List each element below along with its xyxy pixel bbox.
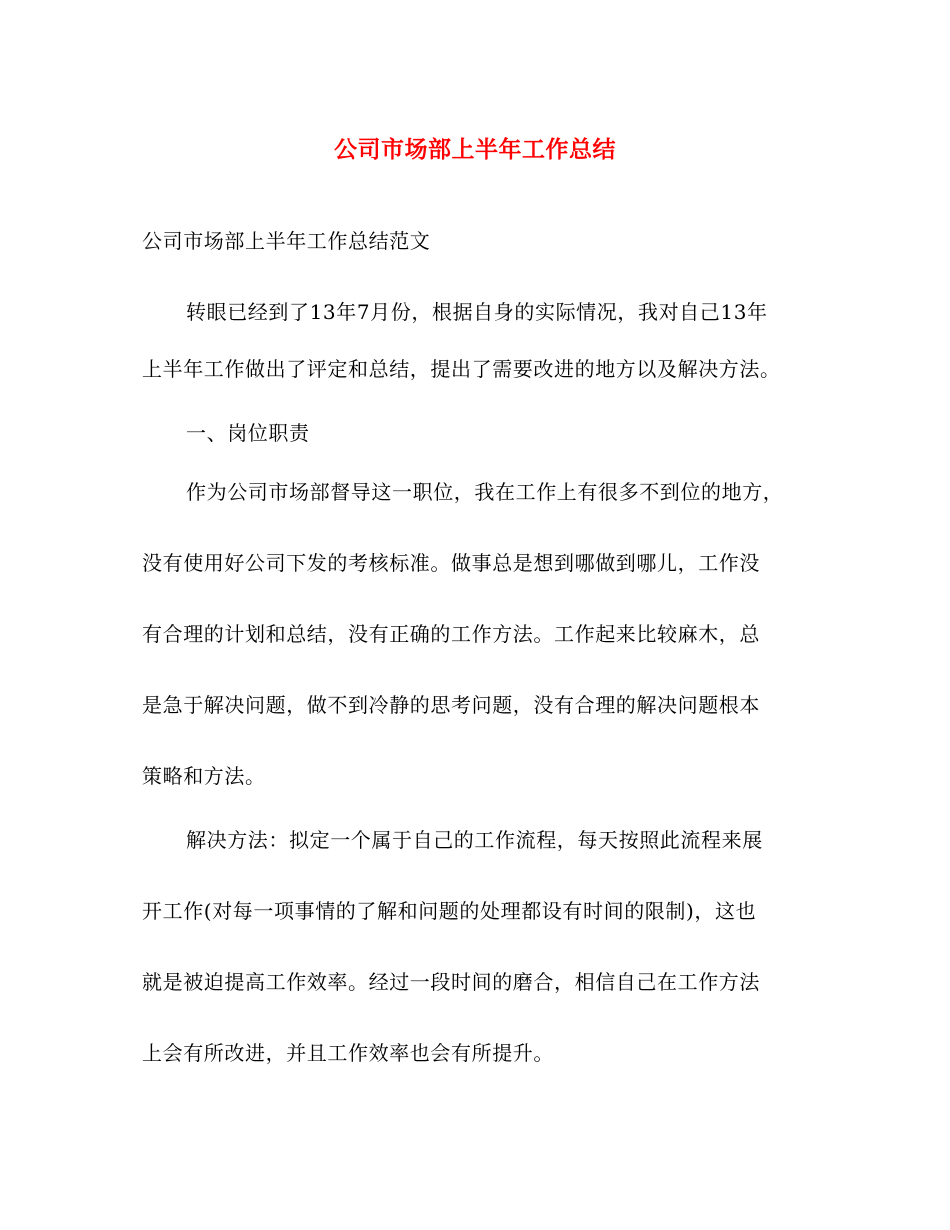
document-title: 公司市场部上半年工作总结 (334, 136, 616, 163)
paragraph-1-line-2: 上半年工作做出了评定和总结，提出了需要改进的地方以及解决方法。 (142, 357, 781, 381)
section-heading-job-duties: 一、岗位职责 (186, 421, 310, 445)
paragraph-3-line-3: 有合理的计划和总结，没有正确的工作方法。工作起来比较麻木，总 (142, 622, 760, 646)
paragraph-4-line-2: 开工作(对每一项事情的了解和问题的处理都设有时间的限制)，这也 (142, 899, 757, 923)
paragraph-4-line-1: 解决方法：拟定一个属于自己的工作流程，每天按照此流程来展 (186, 828, 763, 852)
paragraph-3-line-1: 作为公司市场部督导这一职位，我在工作上有很多不到位的地方， (186, 480, 784, 504)
paragraph-3-line-4: 是急于解决问题，做不到冷静的思考问题，没有合理的解决问题根本 (142, 693, 760, 717)
paragraph-4-line-3: 就是被迫提高工作效率。经过一段时间的磨合，相信自己在工作方法 (142, 970, 760, 994)
paragraph-3-line-5: 策略和方法。 (142, 764, 266, 788)
document-subtitle: 公司市场部上半年工作总结范文 (142, 229, 431, 253)
paragraph-1-line-1: 转眼已经到了13年7月份，根据自身的实际情况，我对自己13年 (186, 300, 768, 324)
paragraph-3-line-2: 没有使用好公司下发的考核标准。做事总是想到哪做到哪儿，工作没 (142, 551, 760, 575)
paragraph-4-line-4: 上会有所改进，并且工作效率也会有所提升。 (142, 1041, 554, 1065)
